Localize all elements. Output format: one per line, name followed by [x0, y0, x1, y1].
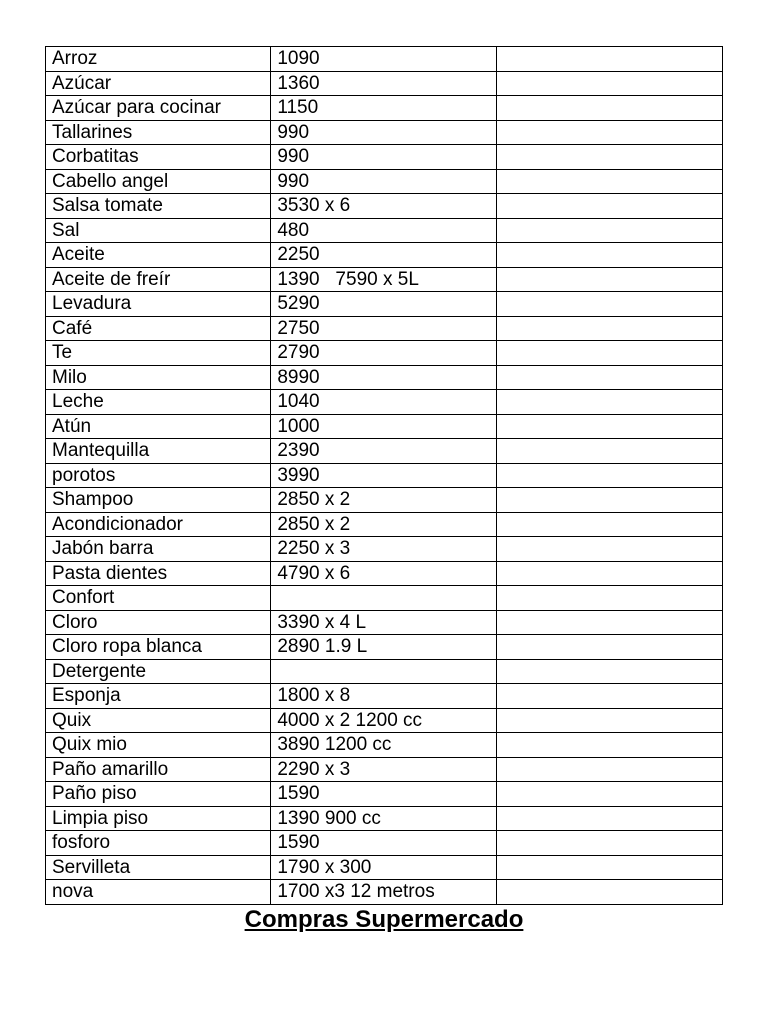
- notes-cell: [496, 561, 722, 586]
- table-row: [46, 414, 723, 439]
- price-cell: 3990: [271, 463, 496, 488]
- item-cell: Mantequilla: [46, 439, 271, 464]
- table-row: [46, 47, 723, 72]
- notes-cell: [496, 47, 722, 72]
- notes-cell: [496, 684, 722, 709]
- item-cell: nova: [46, 880, 271, 905]
- notes-cell: [496, 145, 722, 170]
- price-cell: 2850 x 2: [271, 512, 496, 537]
- table-row: [46, 733, 723, 758]
- shopping-list-table: [45, 46, 723, 905]
- table-row: [46, 96, 723, 121]
- notes-cell: [496, 292, 722, 317]
- notes-cell: [496, 537, 722, 562]
- price-cell: 8990: [271, 365, 496, 390]
- notes-cell: [496, 757, 722, 782]
- item-cell: Leche: [46, 390, 271, 415]
- table-row: [46, 537, 723, 562]
- notes-cell: [496, 267, 722, 292]
- table-row: [46, 880, 723, 905]
- notes-cell: [496, 439, 722, 464]
- table-row: [46, 341, 723, 366]
- price-cell: 1790 x 300: [271, 855, 496, 880]
- item-cell: Acondicionador: [46, 512, 271, 537]
- notes-cell: [496, 365, 722, 390]
- item-cell: Atún: [46, 414, 271, 439]
- price-cell: 1390 900 cc: [271, 806, 496, 831]
- price-cell: 2250 x 3: [271, 537, 496, 562]
- table-row: [46, 708, 723, 733]
- item-cell: Salsa tomate: [46, 194, 271, 219]
- table-row: [46, 782, 723, 807]
- price-cell: 1800 x 8: [271, 684, 496, 709]
- price-cell: 990: [271, 169, 496, 194]
- item-cell: Paño amarillo: [46, 757, 271, 782]
- table-row: [46, 145, 723, 170]
- price-cell: [271, 586, 496, 611]
- price-cell: 3390 x 4 L: [271, 610, 496, 635]
- price-cell: 2250: [271, 243, 496, 268]
- table-row: [46, 169, 723, 194]
- price-cell: 990: [271, 120, 496, 145]
- item-cell: Milo: [46, 365, 271, 390]
- item-cell: Servilleta: [46, 855, 271, 880]
- item-cell: Café: [46, 316, 271, 341]
- table-row: [46, 463, 723, 488]
- notes-cell: [496, 243, 722, 268]
- item-cell: Quix: [46, 708, 271, 733]
- table-row: [46, 488, 723, 513]
- item-cell: Azúcar: [46, 71, 271, 96]
- item-cell: Detergente: [46, 659, 271, 684]
- price-cell: 2790: [271, 341, 496, 366]
- price-cell: 2290 x 3: [271, 757, 496, 782]
- notes-cell: [496, 71, 722, 96]
- price-cell: 2390: [271, 439, 496, 464]
- price-cell: 990: [271, 145, 496, 170]
- notes-cell: [496, 880, 722, 905]
- item-cell: Aceite de freír: [46, 267, 271, 292]
- table-row: [46, 659, 723, 684]
- item-cell: Aceite: [46, 243, 271, 268]
- notes-cell: [496, 218, 722, 243]
- price-cell: 1000: [271, 414, 496, 439]
- item-cell: Azúcar para cocinar: [46, 96, 271, 121]
- price-cell: [271, 659, 496, 684]
- table-row: [46, 267, 723, 292]
- table-row: [46, 194, 723, 219]
- price-cell: 2890 1.9 L: [271, 635, 496, 660]
- item-cell: Sal: [46, 218, 271, 243]
- notes-cell: [496, 341, 722, 366]
- page-title: Compras Supermercado: [244, 906, 524, 933]
- notes-cell: [496, 316, 722, 341]
- item-cell: Shampoo: [46, 488, 271, 513]
- table-row: [46, 292, 723, 317]
- price-cell: 2750: [271, 316, 496, 341]
- table-row: [46, 71, 723, 96]
- table-row: [46, 243, 723, 268]
- notes-cell: [496, 96, 722, 121]
- price-cell: 1150: [271, 96, 496, 121]
- item-cell: Levadura: [46, 292, 271, 317]
- item-cell: Pasta dientes: [46, 561, 271, 586]
- item-cell: Te: [46, 341, 271, 366]
- table-row: [46, 855, 723, 880]
- item-cell: Limpia piso: [46, 806, 271, 831]
- notes-cell: [496, 512, 722, 537]
- item-cell: Tallarines: [46, 120, 271, 145]
- price-cell: 1590: [271, 782, 496, 807]
- table-row: [46, 635, 723, 660]
- price-cell: 480: [271, 218, 496, 243]
- price-cell: 1700 x3 12 metros: [271, 880, 496, 905]
- price-cell: 3890 1200 cc: [271, 733, 496, 758]
- notes-cell: [496, 855, 722, 880]
- price-cell: 1590: [271, 831, 496, 856]
- notes-cell: [496, 169, 722, 194]
- notes-cell: [496, 831, 722, 856]
- table-row: [46, 512, 723, 537]
- notes-cell: [496, 488, 722, 513]
- notes-cell: [496, 586, 722, 611]
- notes-cell: [496, 659, 722, 684]
- price-cell: 2850 x 2: [271, 488, 496, 513]
- item-cell: Quix mio: [46, 733, 271, 758]
- table-row: [46, 610, 723, 635]
- price-cell: 1040: [271, 390, 496, 415]
- table-row: [46, 218, 723, 243]
- notes-cell: [496, 733, 722, 758]
- price-cell: 1390 7590 x 5L: [271, 267, 496, 292]
- notes-cell: [496, 610, 722, 635]
- notes-cell: [496, 414, 722, 439]
- item-cell: Arroz: [46, 47, 271, 72]
- item-cell: fosforo: [46, 831, 271, 856]
- table-row: [46, 757, 723, 782]
- notes-cell: [496, 635, 722, 660]
- notes-cell: [496, 782, 722, 807]
- price-cell: 5290: [271, 292, 496, 317]
- notes-cell: [496, 194, 722, 219]
- item-cell: porotos: [46, 463, 271, 488]
- table-row: [46, 586, 723, 611]
- item-cell: Jabón barra: [46, 537, 271, 562]
- table-row: [46, 365, 723, 390]
- item-cell: Esponja: [46, 684, 271, 709]
- item-cell: Cloro ropa blanca: [46, 635, 271, 660]
- item-cell: Cabello angel: [46, 169, 271, 194]
- table-row: [46, 439, 723, 464]
- item-cell: Cloro: [46, 610, 271, 635]
- price-cell: 4000 x 2 1200 cc: [271, 708, 496, 733]
- price-cell: 4790 x 6: [271, 561, 496, 586]
- table-body: [46, 47, 723, 905]
- table-row: [46, 316, 723, 341]
- item-cell: Confort: [46, 586, 271, 611]
- table-row: [46, 684, 723, 709]
- item-cell: Paño piso: [46, 782, 271, 807]
- item-cell: Corbatitas: [46, 145, 271, 170]
- notes-cell: [496, 120, 722, 145]
- notes-cell: [496, 708, 722, 733]
- price-cell: 3530 x 6: [271, 194, 496, 219]
- notes-cell: [496, 463, 722, 488]
- table-row: [46, 120, 723, 145]
- table-row: [46, 390, 723, 415]
- notes-cell: [496, 390, 722, 415]
- table-row: [46, 806, 723, 831]
- price-cell: 1090: [271, 47, 496, 72]
- table-row: [46, 561, 723, 586]
- table-row: [46, 831, 723, 856]
- price-cell: 1360: [271, 71, 496, 96]
- notes-cell: [496, 806, 722, 831]
